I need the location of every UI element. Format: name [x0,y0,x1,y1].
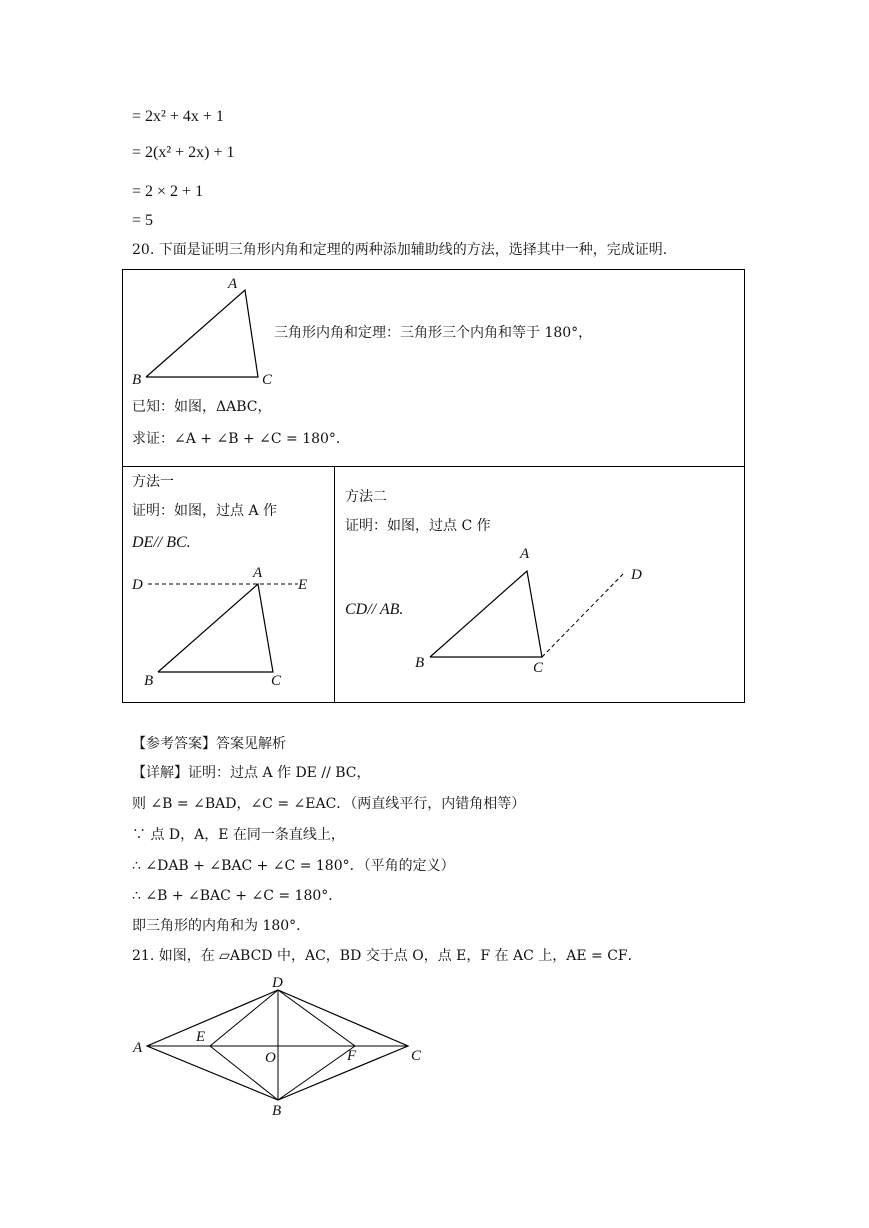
label-b: B [415,655,425,671]
prove-text: 求证：∠A + ∠B + ∠C = 180°. [132,431,341,447]
q19-step2: = 2(x² + 2x) + 1 [132,144,235,161]
triangle-abc-m1 [158,584,273,672]
method2-line2: CD// AB. [345,601,404,618]
method1-line2: DE// BC. [132,534,191,551]
label-a: A [228,276,238,292]
q19-step3: = 2 × 2 + 1 [132,183,204,200]
label-d: D [631,567,642,583]
label-a: A [520,546,530,562]
label-c: C [411,1048,422,1064]
answer-line4: ∴ ∠B + ∠BAC + ∠C = 180°． [132,888,343,904]
label-f: F [347,1048,357,1064]
triangle-abc-figure [122,269,292,399]
method2-title: 方法二 [345,489,387,505]
label-a: A [253,565,263,581]
label-b: B [144,673,154,689]
label-d: D [272,975,283,991]
method1-figure [122,560,332,695]
q19-step1: = 2x² + 4x + 1 [132,108,224,125]
method2-figure [405,540,665,680]
q21-figure [125,972,435,1122]
label-a: A [133,1040,143,1056]
answer-detail: 【详解】证明：过点 A 作 DE // BC， [132,765,371,781]
given-text: 已知：如图，ΔABC， [132,399,272,415]
answer-ref: 【参考答案】答案见解析 [132,736,286,752]
q20-stem: 20. 下面是证明三角形内角和定理的两种添加辅助线的方法，选择其中一种，完成证明. [132,242,668,258]
label-e: E [196,1029,206,1045]
label-c: C [533,660,544,676]
q19-step4: = 5 [132,212,154,229]
label-d: D [132,577,143,593]
method2-line1: 证明：如图，过点 C 作 [345,518,491,534]
q21-stem: 21. 如图，在 ▱ABCD 中，AC，BD 交于点 O，点 E，F 在 AC 上，AE = CF． [132,948,642,964]
answer-line1: 则 ∠B = ∠BAD，∠C = ∠EAC．（两直线平行，内错角相等） [132,796,526,812]
triangle-abc [146,290,258,377]
line-cd [542,572,625,657]
label-o: O [265,1050,276,1066]
label-c: C [271,673,282,689]
answer-line2: ∵ 点 D，A，E 在同一条直线上， [132,827,345,843]
quadrilateral-ebfd [210,990,355,1100]
table-column-divider [334,466,335,703]
label-e: E [298,577,308,593]
table-divider [122,466,745,467]
label-b: B [272,1103,282,1119]
triangle-abc-m2 [430,571,542,657]
method1-title: 方法一 [132,474,174,490]
answer-line3: ∴ ∠DAB + ∠BAC + ∠C = 180°．（平角的定义） [132,858,455,874]
method1-line1: 证明：如图，过点 A 作 [132,503,278,519]
theorem-text: 三角形内角和定理：三角形三个内角和等于 180°， [274,325,593,341]
label-b: B [132,372,142,388]
label-c: C [262,372,273,388]
answer-line5: 即三角形的内角和为 180°． [132,918,311,934]
